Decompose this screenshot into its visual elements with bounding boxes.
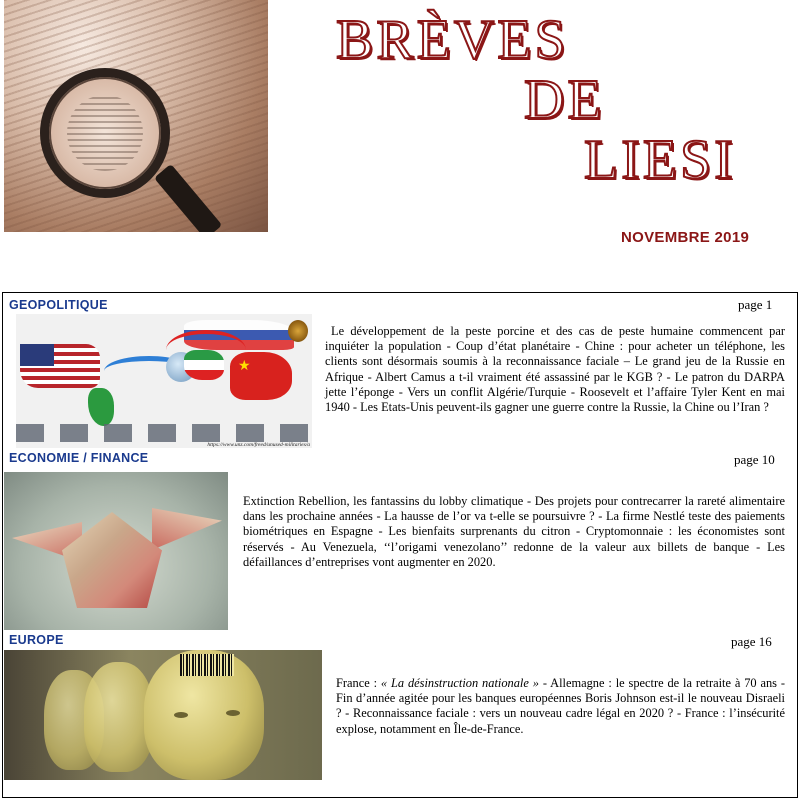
- geopolitics-map-image: [16, 314, 312, 448]
- section-label-geopolitique: GEOPOLITIQUE: [9, 298, 108, 312]
- origami-banknote-image: [4, 472, 228, 630]
- iran-flag-shape: [184, 350, 224, 380]
- section-text-economie: Extinction Rebellion, les fantassins du lobby climatique - Des projets pour contrecarrer la rareté alimentaire dans les prochaine années - La hausse de l’or va t-elle se poursuivre ? - La firme Nestlé teste des paiements biométriques en Espagne - Les bienfaits surprenants du citron - Cryptomonnaie : les économistes sont réservés - Au Venezuela, ‘‘l’origami venezolano’’ redonne de la valeur aux billets de banque - Les défaillances d’entreprises vont augmenter en 2020.: [243, 494, 785, 569]
- star-icon: ★: [238, 358, 251, 374]
- masthead-title-line-2: DE: [524, 69, 605, 131]
- magnifier-lens: [40, 68, 170, 198]
- barcode-icon: [180, 654, 234, 676]
- europe-text-prefix: France :: [336, 676, 381, 690]
- origami-wing-right: [152, 508, 222, 550]
- south-america-shape: [88, 388, 114, 426]
- emblem-icon: [288, 320, 308, 342]
- issue-date: NOVEMBRE 2019: [621, 229, 750, 246]
- section-label-economie: ECONOMIE / FINANCE: [9, 451, 149, 465]
- page-ref-economie[interactable]: page 10: [734, 452, 775, 467]
- section-text-europe: [336, 676, 785, 737]
- eye-shape: [226, 710, 240, 716]
- image-source-caption: https://www.unz.com/freed/unused-militaries/a: [207, 442, 310, 448]
- mannequins-barcode-image: [4, 650, 322, 780]
- section-label-europe: EUROPE: [9, 633, 64, 647]
- section-text-geopolitique: Le développement de la peste porcine et des cas de peste humaine commencent par inquiéter la population - Coup d’état planétaire - Chine : pour acheter un téléphone, les clients sont désormais soumis à la reconnaissance faciale – Le grand jeu de la Russie en Afrique - Albert Camus a t-il vraiment été assassiné par le KGB ? - Le patron du DARPA jette l’éponge - Vers un conflit Algérie/Turquie - Roosevelt et l’affaire Tyler Kent en mai 1940 - Les Etats-Unis peuvent-ils gagner une guerre contre la Russie, la Chine ou l’Iran ?: [325, 324, 785, 415]
- magnifying-glass-photo: [4, 0, 268, 232]
- page-ref-europe[interactable]: page 16: [731, 634, 772, 649]
- europe-text-rest: - Allemagne : le spectre de la retraite à 70 ans - Fin d’année agitée pour les banques européennes Boris Johnson est-il le nouveau Disraeli ? - Reconnaissance faciale : vers un nouveau cadre légal en 2020 ? - France : l’insécurité explose, notamment en Île-de-France.: [336, 676, 785, 736]
- masthead-title-line-1: BRÈVES: [336, 9, 569, 71]
- masthead-title-line-3: LIESI: [584, 129, 736, 191]
- europe-text-italic: « La désinstruction nationale »: [380, 676, 539, 690]
- page-ref-geopolitique[interactable]: page 1: [738, 297, 773, 312]
- warships-strip: [16, 424, 312, 442]
- usa-flag-shape: [20, 344, 100, 388]
- eye-shape: [174, 712, 188, 718]
